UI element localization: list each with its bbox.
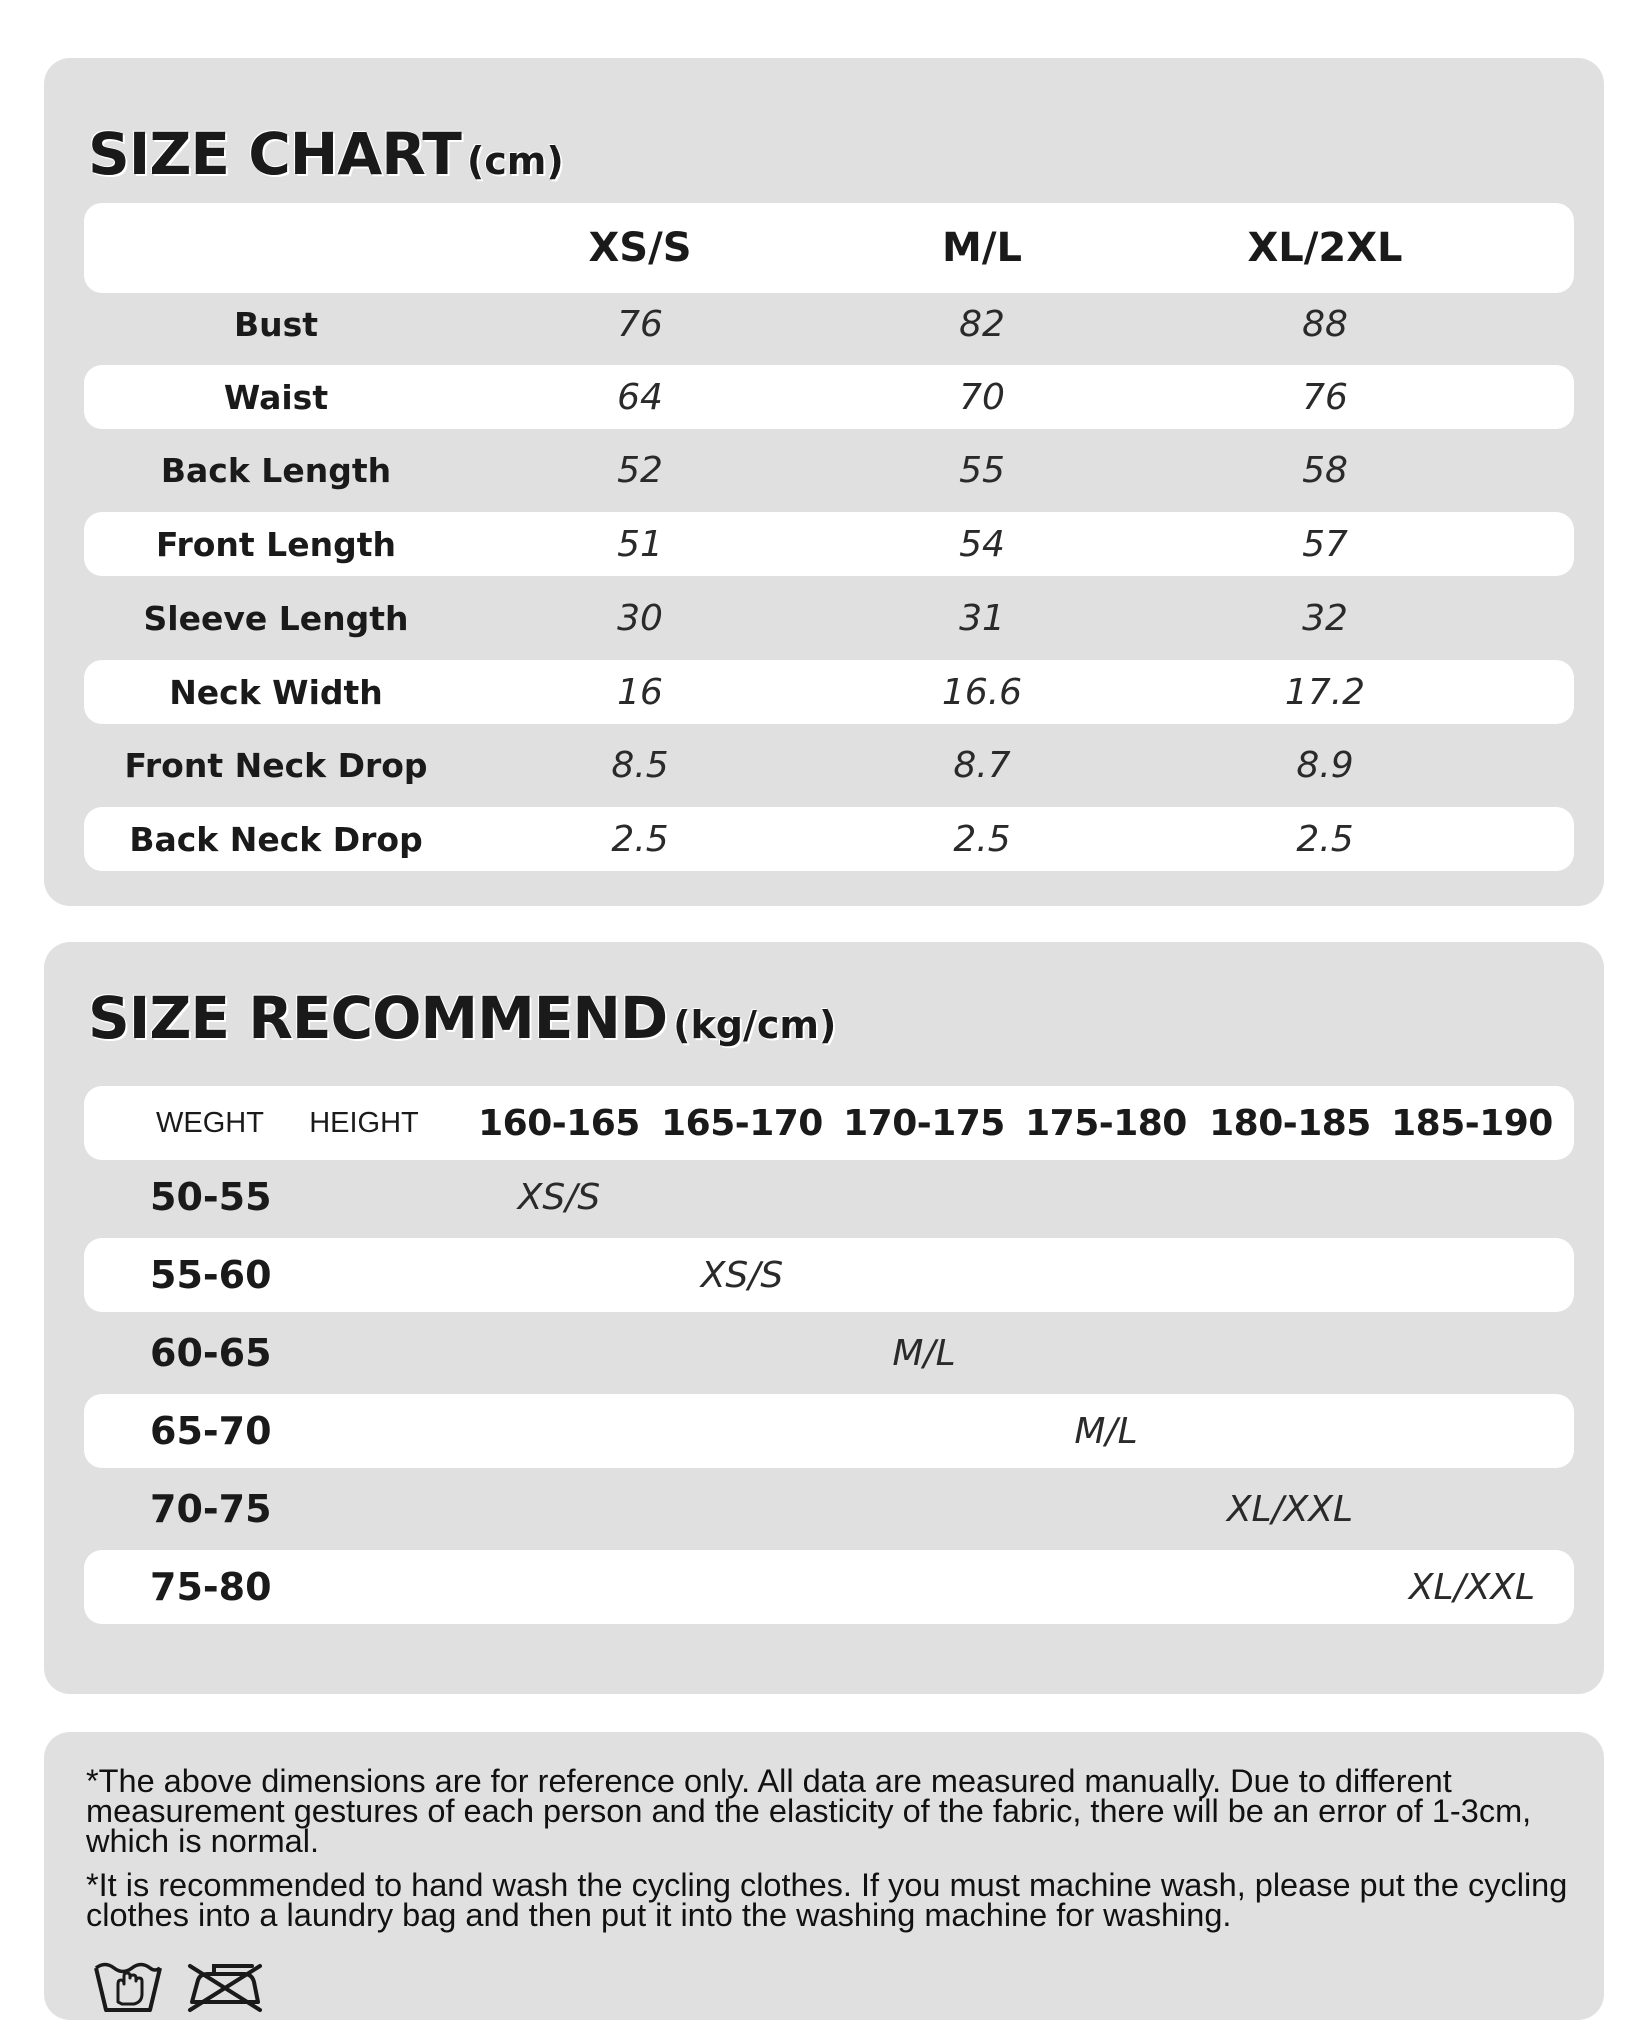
height-range-header: 175-180 <box>1025 1102 1187 1144</box>
measurement-value: 57 <box>1302 523 1348 565</box>
notes-panel <box>44 1732 1604 2020</box>
size-recommend-row <box>84 1472 1574 1546</box>
measurement-value: 16.6 <box>941 671 1023 713</box>
measurement-value: 8.9 <box>1296 744 1354 786</box>
size-chart-row <box>84 438 1574 502</box>
size-chart-panel <box>44 58 1604 906</box>
measurement-value: 31 <box>959 597 1005 639</box>
measurement-label: Front Length <box>156 524 396 564</box>
measurement-value: 17.2 <box>1284 671 1366 713</box>
measurement-value: 70 <box>959 376 1005 418</box>
hand-wash-icon <box>92 1954 164 2021</box>
size-chart-row <box>84 807 1574 871</box>
size-recommend-row <box>84 1550 1574 1624</box>
size-chart-title <box>88 120 564 188</box>
weight-header: WEGHT <box>156 1106 264 1139</box>
size-recommend-row <box>84 1160 1574 1234</box>
size-recommend-row <box>84 1394 1574 1468</box>
measurement-value: 76 <box>617 303 663 345</box>
size-chart-row <box>84 292 1574 356</box>
size-column-header: M/L <box>942 225 1022 271</box>
size-column-header: XS/S <box>588 225 692 271</box>
size-chart-row <box>84 586 1574 650</box>
weight-range: 70-75 <box>150 1487 272 1531</box>
size-chart-row <box>84 365 1574 429</box>
weight-range: 60-65 <box>150 1331 272 1375</box>
do-not-iron-icon <box>184 1954 264 2021</box>
measurement-value: 55 <box>959 449 1005 491</box>
measurement-value: 82 <box>959 303 1005 345</box>
recommended-size: M/L <box>1074 1410 1138 1452</box>
recommended-size: XL/XXL <box>1408 1566 1536 1608</box>
size-recommend-title-text: SIZE RECOMMEND <box>88 984 668 1052</box>
measurement-value: 88 <box>1302 303 1348 345</box>
measurement-label: Back Length <box>160 450 392 490</box>
recommended-size: M/L <box>892 1332 956 1374</box>
measurement-label: Front Neck Drop <box>124 745 428 785</box>
measurement-value: 8.5 <box>611 744 669 786</box>
measurement-value: 52 <box>617 449 663 491</box>
size-chart-row <box>84 512 1574 576</box>
measurement-value: 2.5 <box>953 818 1011 860</box>
measurement-value: 8.7 <box>953 744 1011 786</box>
recommended-size: XS/S <box>517 1176 601 1218</box>
height-range-header: 160-165 <box>478 1102 640 1144</box>
height-range-header: 180-185 <box>1209 1102 1371 1144</box>
size-chart-unit: (cm) <box>466 139 564 183</box>
measurement-label: Waist <box>223 377 329 417</box>
measurement-value: 32 <box>1302 597 1348 639</box>
measurement-value: 58 <box>1302 449 1348 491</box>
size-recommend-row <box>84 1238 1574 1312</box>
weight-range: 55-60 <box>150 1253 272 1297</box>
measurement-note: *The above dimensions are for reference only. All data are measured manually. Due to different measurement gestures of each person and the elasticity of the fabric, there will be an error of 1-3cm, which is normal. <box>86 1763 1532 1859</box>
measurement-value: 51 <box>617 523 663 565</box>
size-chart-row <box>84 733 1574 797</box>
measurement-value: 76 <box>1302 376 1348 418</box>
size-recommend-title <box>88 984 836 1052</box>
measurement-label: Back Neck Drop <box>129 819 423 859</box>
measurement-value: 30 <box>617 597 663 639</box>
size-chart-row <box>84 660 1574 724</box>
measurement-value: 2.5 <box>611 818 669 860</box>
measurement-value: 16 <box>617 671 663 713</box>
size-recommend-header-row <box>84 1086 1574 1160</box>
recommended-size: XL/XXL <box>1226 1488 1354 1530</box>
measurement-label: Bust <box>233 304 319 344</box>
measurement-label: Sleeve Length <box>143 598 409 638</box>
height-range-header: 185-190 <box>1391 1102 1553 1144</box>
weight-range: 50-55 <box>150 1175 272 1219</box>
size-chart-header-row <box>84 203 1574 293</box>
size-column-header: XL/2XL <box>1247 225 1403 271</box>
weight-range: 65-70 <box>150 1409 272 1453</box>
height-range-header: 165-170 <box>661 1102 823 1144</box>
size-recommend-panel <box>44 942 1604 1694</box>
size-recommend-row <box>84 1316 1574 1390</box>
size-recommend-unit: (kg/cm) <box>673 1003 837 1047</box>
measurement-label: Neck Width <box>169 672 383 712</box>
height-range-header: 170-175 <box>843 1102 1005 1144</box>
weight-range: 75-80 <box>150 1565 272 1609</box>
measurement-value: 2.5 <box>1296 818 1354 860</box>
recommended-size: XS/S <box>700 1254 784 1296</box>
size-chart-title-text: SIZE CHART <box>88 120 461 188</box>
washing-note: *It is recommended to hand wash the cycling clothes. If you must machine wash, please put the cycling clothes into a laundry bag and then put it into the washing machine for washing. <box>86 1867 1568 1933</box>
measurement-value: 54 <box>959 523 1005 565</box>
measurement-value: 64 <box>617 376 663 418</box>
height-header: HEIGHT <box>309 1106 419 1139</box>
